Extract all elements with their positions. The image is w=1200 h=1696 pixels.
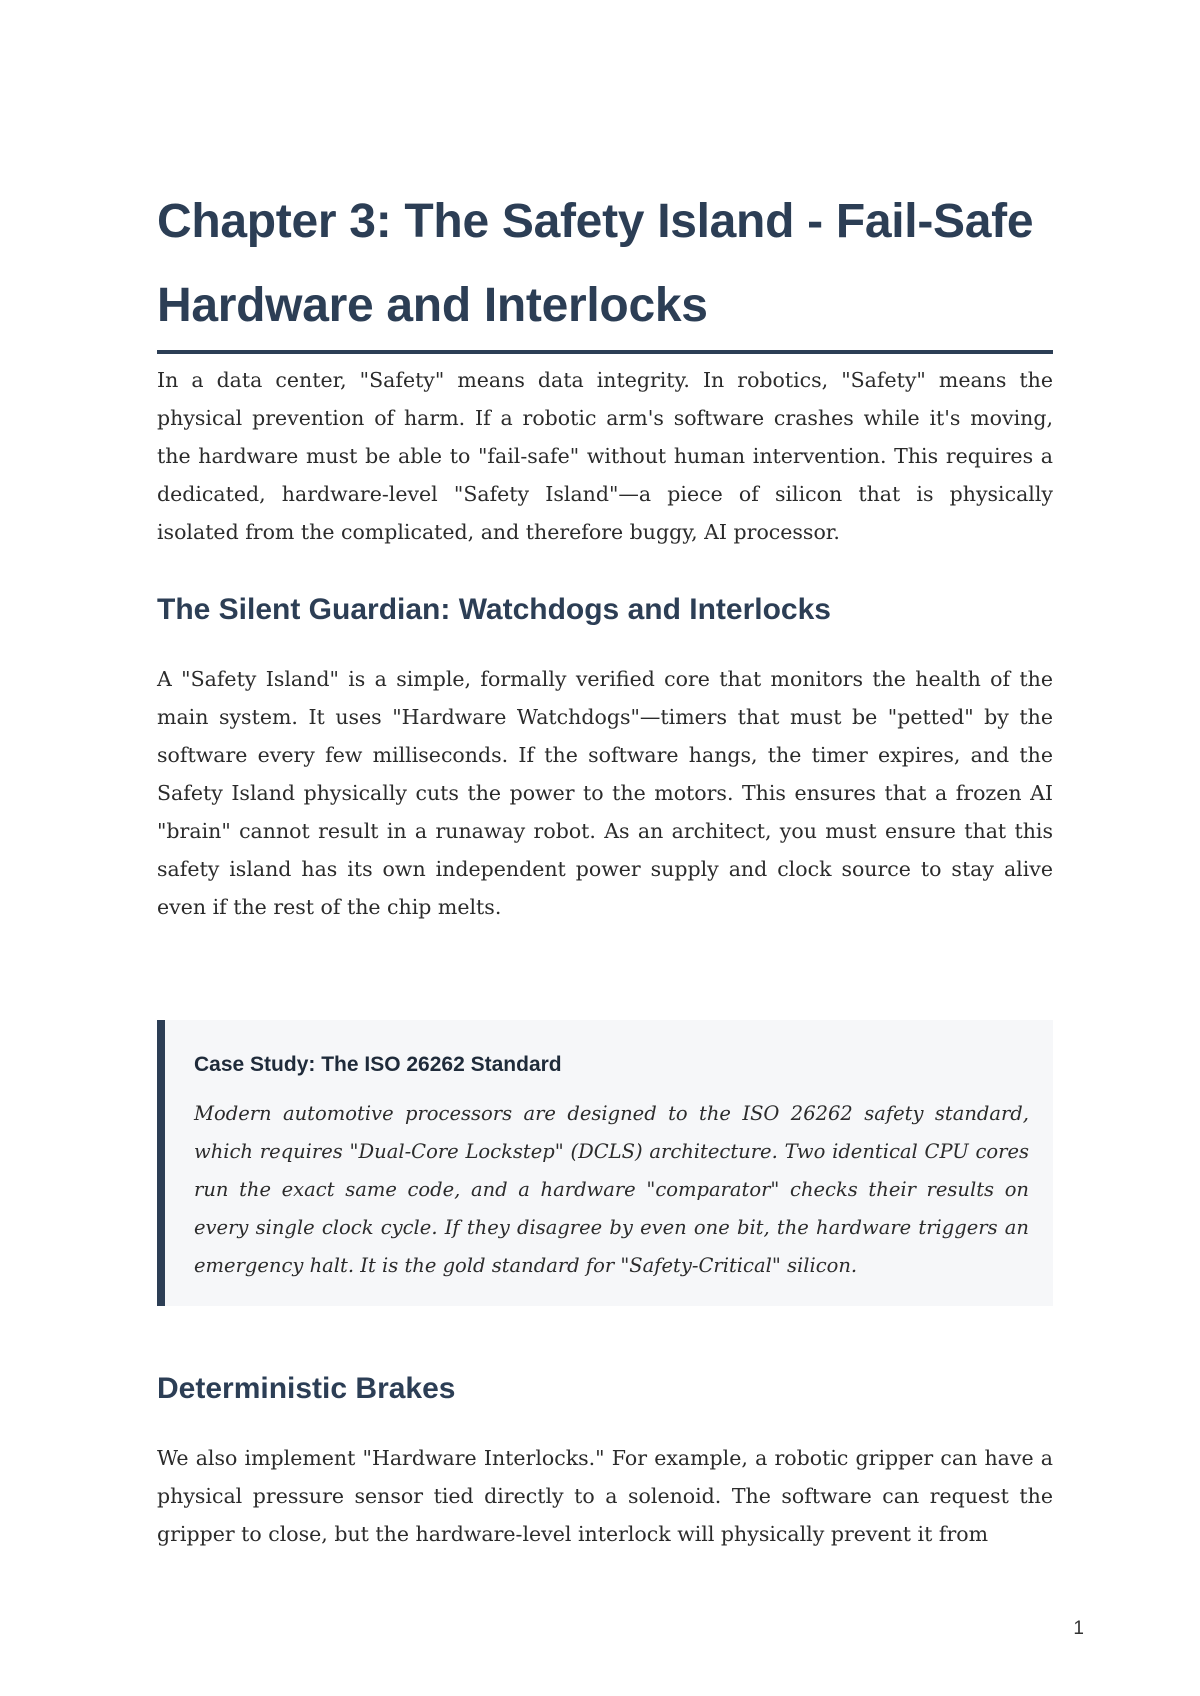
page-number: 1 (1073, 1618, 1084, 1639)
watchdogs-paragraph: A "Safety Island" is a simple, formally verified core that monitors the health of the main system. It uses "Hardware Watchdogs"—timers that must be "petted" by the software every few milliseconds. If the software hangs, the timer expires, and the Safety Island physically cuts the power to the motors. This ensures that a frozen AI "brain" cannot result in a runaway robot. As an architect, you must ensure that this safety island has its own independent power supply and clock source to stay alive even if the rest of the chip melts. (157, 667, 1053, 919)
case-study-callout (157, 1020, 1053, 1306)
case-study-text: Modern automotive processors are designed to the ISO 26262 safety standard, which requires "Dual-Core Lockstep" (DCLS) architecture. Two identical CPU cores run the exact same code, and a hardware "comparator" checks their results on every single clock cycle. If they disagree by even one bit, the hardware triggers an emergency halt. It is the gold standard for "Safety-Critical" silicon. (194, 1102, 1029, 1277)
title-divider (157, 350, 1053, 354)
case-study-title: Case Study: The ISO 26262 Standard (194, 1053, 562, 1076)
section-heading-brakes: Deterministic Brakes (157, 1372, 456, 1405)
section-heading-watchdogs: The Silent Guardian: Watchdogs and Interlocks (157, 593, 831, 626)
brakes-paragraph: We also implement "Hardware Interlocks." For example, a robotic gripper can have a physical pressure sensor tied directly to a solenoid. The software can request the gripper to close, but the hardware-level interlock will physically prevent it from (157, 1446, 1053, 1546)
chapter-title: Chapter 3: The Safety Island - Fail-Safe Hardware and Interlocks (157, 195, 1034, 332)
intro-paragraph: In a data center, "Safety" means data integrity. In robotics, "Safety" means the physical prevention of harm. If a robotic arm's software crashes while it's moving, the hardware must be able to "fail-safe" without human intervention. This requires a dedicated, hardware-level "Safety Island"—a piece of silicon that is physically isolated from the complicated, and therefore buggy, AI processor. (157, 368, 1053, 544)
